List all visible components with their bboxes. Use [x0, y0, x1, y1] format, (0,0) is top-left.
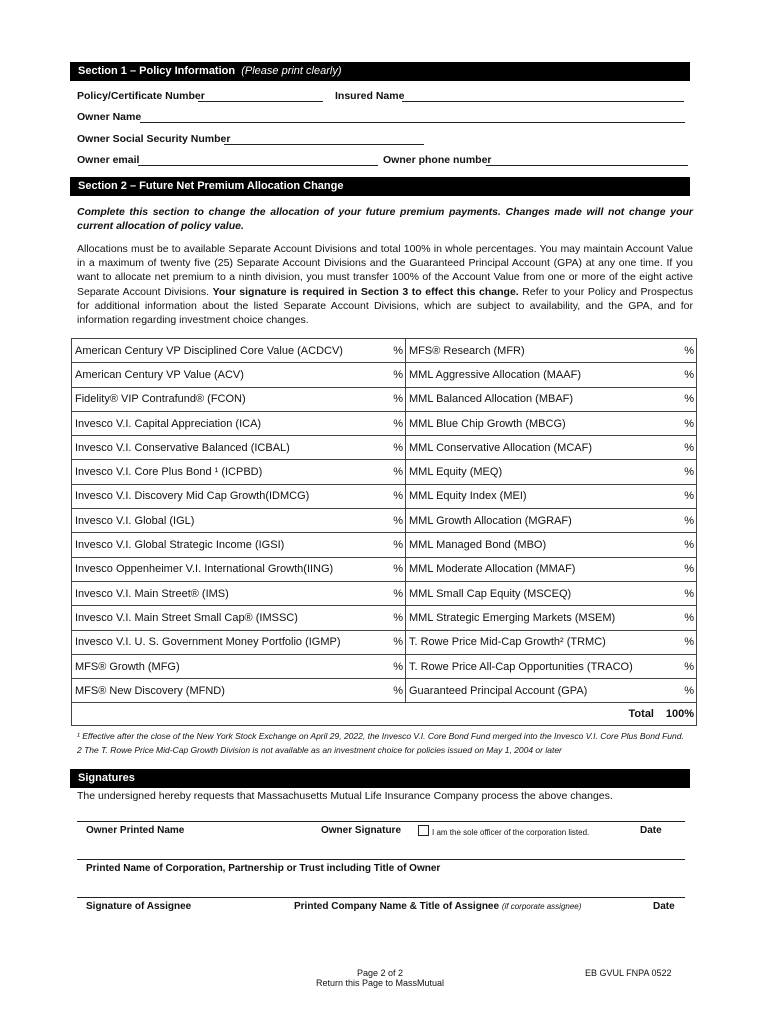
- fund-row: [72, 606, 697, 630]
- fund-name-left: MFS® New Discovery (MFND): [72, 679, 391, 703]
- fund-row: [72, 460, 697, 484]
- sole-officer-checkbox[interactable]: [418, 825, 429, 836]
- section2-body-bold: Your signature is required in Section 3 to effect this change.: [212, 285, 519, 298]
- sole-officer-label: I am the sole officer of the corporation listed.: [432, 828, 590, 837]
- owner-phone-label: Owner phone number: [383, 154, 492, 166]
- fund-percent-left[interactable]: %: [390, 581, 406, 605]
- fund-row: [72, 411, 697, 435]
- fund-row: [72, 679, 697, 703]
- fund-name-right: MML Equity (MEQ): [406, 460, 658, 484]
- corporation-name-line[interactable]: [77, 859, 685, 860]
- fund-percent-right[interactable]: %: [657, 606, 697, 630]
- total-left-empty: [72, 703, 406, 726]
- fund-name-right: MML Managed Bond (MBO): [406, 533, 658, 557]
- fund-row: [72, 436, 697, 460]
- fund-row: [72, 654, 697, 678]
- assignee-company-label: [294, 901, 581, 912]
- owner-printed-name-label: Owner Printed Name: [86, 825, 185, 836]
- fund-name-right: Guaranteed Principal Account (GPA): [406, 679, 658, 703]
- ssn-field[interactable]: [224, 144, 424, 145]
- assignee-company-note: (if corporate assignee): [501, 902, 582, 911]
- fund-percent-right[interactable]: %: [657, 679, 697, 703]
- fund-percent-right[interactable]: %: [657, 509, 697, 533]
- fund-row: [72, 387, 697, 411]
- fund-name-left: Invesco V.I. Global Strategic Income (IGSI): [72, 533, 391, 557]
- fund-name-left: Invesco V.I. Main Street® (IMS): [72, 581, 391, 605]
- fund-percent-left[interactable]: %: [390, 606, 406, 630]
- fund-name-right: T. Rowe Price All-Cap Opportunities (TRACO): [406, 654, 658, 678]
- signatures-statement: The undersigned hereby requests that Massachusetts Mutual Life Insurance Company process the above changes.: [77, 790, 613, 802]
- fund-name-left: MFS® Growth (MFG): [72, 654, 391, 678]
- assignee-company-text: Printed Company Name & Title of Assignee: [294, 901, 500, 912]
- fund-percent-right[interactable]: %: [657, 630, 697, 654]
- sole-officer-option[interactable]: [418, 825, 589, 837]
- fund-name-right: MFS® Research (MFR): [406, 339, 658, 363]
- total-value: 100%: [657, 703, 697, 726]
- section2-header: [70, 177, 690, 196]
- fund-name-left: Invesco V.I. Global (IGL): [72, 509, 391, 533]
- fund-percent-left[interactable]: %: [390, 339, 406, 363]
- fund-name-left: Invesco V.I. U. S. Government Money Portfolio (IGMP): [72, 630, 391, 654]
- fund-name-left: American Century VP Value (ACV): [72, 363, 391, 387]
- fund-row: [72, 484, 697, 508]
- fund-percent-left[interactable]: %: [390, 387, 406, 411]
- fund-percent-left[interactable]: %: [390, 411, 406, 435]
- section2-body-part2: Refer to your Policy and Prospectus for additional information about the listed Separate Account Divisions, which are subject to availability, and the GPA, and for information regarding investment choice changes.: [77, 285, 693, 327]
- insured-name-label: Insured Name: [335, 90, 405, 102]
- fund-percent-right[interactable]: %: [657, 339, 697, 363]
- date-label-2: Date: [653, 901, 675, 912]
- fund-percent-right[interactable]: %: [657, 533, 697, 557]
- fund-name-right: MML Small Cap Equity (MSCEQ): [406, 581, 658, 605]
- owner-phone-field[interactable]: [486, 165, 688, 166]
- fund-name-right: MML Equity Index (MEI): [406, 484, 658, 508]
- signatures-title: Signatures: [78, 772, 135, 784]
- fund-name-right: MML Strategic Emerging Markets (MSEM): [406, 606, 658, 630]
- owner-signature-line[interactable]: [77, 821, 685, 822]
- form-code: EB GVUL FNPA 0522: [585, 968, 672, 978]
- fund-allocation-table: [71, 338, 697, 726]
- corporation-name-label: Printed Name of Corporation, Partnership or Trust including Title of Owner: [86, 863, 441, 874]
- fund-percent-left[interactable]: %: [390, 557, 406, 581]
- section1-title: Section 1 – Policy Information: [78, 65, 236, 77]
- owner-signature-label: Owner Signature: [321, 825, 402, 836]
- fund-percent-right[interactable]: %: [657, 436, 697, 460]
- fund-name-right: MML Moderate Allocation (MMAF): [406, 557, 658, 581]
- fund-percent-left[interactable]: %: [390, 509, 406, 533]
- fund-row: [72, 581, 697, 605]
- owner-email-label: Owner email: [77, 154, 140, 166]
- fund-name-right: MML Balanced Allocation (MBAF): [406, 387, 658, 411]
- total-row: [72, 703, 697, 726]
- fund-name-right: MML Blue Chip Growth (MBCG): [406, 411, 658, 435]
- date-label-1: Date: [640, 825, 662, 836]
- fund-name-right: T. Rowe Price Mid-Cap Growth² (TRMC): [406, 630, 658, 654]
- fund-name-left: American Century VP Disciplined Core Value (ACDCV): [72, 339, 391, 363]
- fund-name-left: Invesco V.I. Conservative Balanced (ICBAL): [72, 436, 391, 460]
- fund-percent-right[interactable]: %: [657, 363, 697, 387]
- owner-email-field[interactable]: [138, 165, 378, 166]
- ssn-label: Owner Social Security Number: [77, 133, 231, 145]
- policy-number-field[interactable]: [198, 101, 323, 102]
- signatures-header: [70, 769, 690, 788]
- fund-row: [72, 339, 697, 363]
- footnote-2: 2 The T. Rowe Price Mid-Cap Growth Division is not available as an investment choice for policies issued on May 1, 2004 or later: [77, 745, 562, 755]
- owner-name-field[interactable]: [140, 122, 685, 123]
- fund-name-left: Fidelity® VIP Contrafund® (FCON): [72, 387, 391, 411]
- fund-name-left: Invesco V.I. Core Plus Bond ¹ (ICPBD): [72, 460, 391, 484]
- fund-name-left: Invesco V.I. Main Street Small Cap® (IMSSC): [72, 606, 391, 630]
- fund-row: [72, 557, 697, 581]
- fund-percent-left[interactable]: %: [390, 436, 406, 460]
- section2-body: [77, 242, 693, 327]
- return-instruction: Return this Page to MassMutual: [315, 978, 445, 988]
- fund-row: [72, 363, 697, 387]
- insured-name-field[interactable]: [402, 101, 684, 102]
- assignee-signature-label: Signature of Assignee: [86, 901, 192, 912]
- fund-name-left: Invesco V.I. Capital Appreciation (ICA): [72, 411, 391, 435]
- fund-name-left: Invesco Oppenheimer V.I. International Growth(IING): [72, 557, 391, 581]
- page-footer: [300, 968, 460, 988]
- fund-percent-left[interactable]: %: [390, 679, 406, 703]
- footnote-1: ¹ Effective after the close of the New York Stock Exchange on April 29, 2022, the Invesco V.I. Core Bond Fund merged into the Invesco V.I. Core Plus Bond Fund.: [77, 731, 684, 741]
- owner-name-label: Owner Name: [77, 111, 142, 123]
- fund-name-right: MML Growth Allocation (MGRAF): [406, 509, 658, 533]
- section2-title: Section 2 – Future Net Premium Allocation Change: [78, 180, 344, 192]
- fund-percent-right[interactable]: %: [657, 654, 697, 678]
- fund-percent-left[interactable]: %: [390, 654, 406, 678]
- fund-name-right: MML Aggressive Allocation (MAAF): [406, 363, 658, 387]
- total-label: Total: [406, 703, 658, 726]
- fund-percent-left[interactable]: %: [390, 484, 406, 508]
- fund-percent-right[interactable]: %: [657, 460, 697, 484]
- fund-percent-right[interactable]: %: [657, 411, 697, 435]
- fund-percent-right[interactable]: %: [657, 484, 697, 508]
- fund-percent-left[interactable]: %: [390, 533, 406, 557]
- fund-percent-left[interactable]: %: [390, 630, 406, 654]
- fund-row: [72, 533, 697, 557]
- fund-percent-left[interactable]: %: [390, 363, 406, 387]
- fund-row: [72, 630, 697, 654]
- section1-header: [70, 62, 690, 81]
- fund-percent-right[interactable]: %: [657, 387, 697, 411]
- section2-intro: Complete this section to change the allocation of your future premium payments. Changes made will not change your current allocation of policy value.: [77, 206, 693, 233]
- fund-name-left: Invesco V.I. Discovery Mid Cap Growth(IDMCG): [72, 484, 391, 508]
- fund-row: [72, 509, 697, 533]
- section2-body-part1: Allocations must be to available Separate Account Divisions and total 100% in whole percentages. You may maintain Account Value in a maximum of twenty five (25) Separate Account Divisions and the Guaranteed Principal Account (GPA) at any one time. If you want to allocate net premium to a ninth division, you must transfer 100% of the Account Value from one or more of the eight active Separate Account Divisions.: [77, 243, 693, 298]
- fund-name-right: MML Conservative Allocation (MCAF): [406, 436, 658, 460]
- policy-number-label: Policy/Certificate Number: [77, 90, 205, 102]
- fund-percent-right[interactable]: %: [657, 581, 697, 605]
- page-number: Page 2 of 2: [356, 968, 404, 978]
- fund-percent-left[interactable]: %: [390, 460, 406, 484]
- fund-percent-right[interactable]: %: [657, 557, 697, 581]
- section1-subtitle: (Please print clearly): [241, 65, 342, 77]
- assignee-signature-line[interactable]: [77, 897, 685, 898]
